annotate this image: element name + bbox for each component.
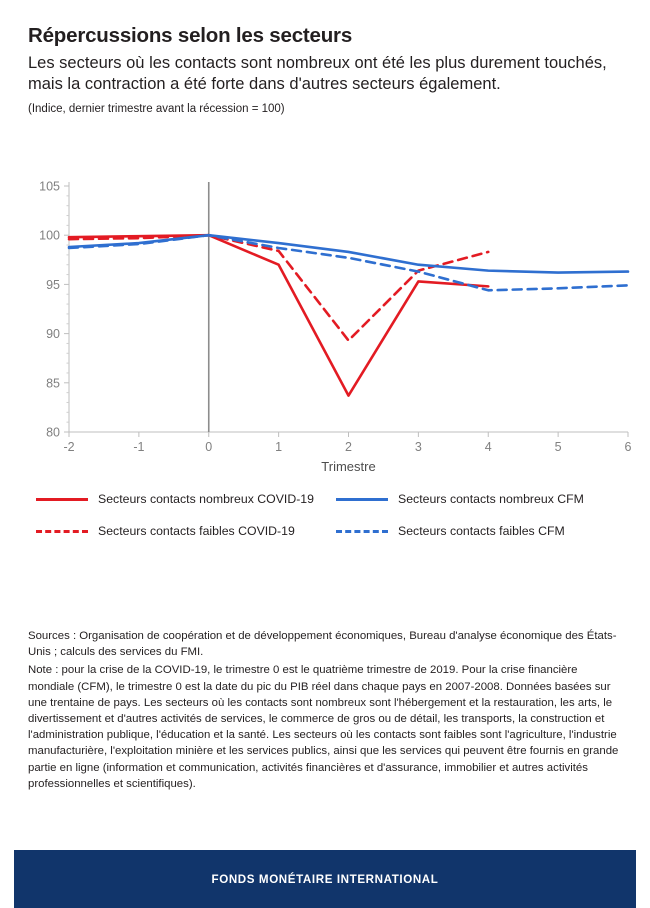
line-chart	[14, 168, 636, 478]
x-tick-label: 3	[414, 440, 422, 454]
x-tick-label: -2	[63, 440, 75, 454]
series-line-1	[69, 235, 488, 395]
y-tick-label: 90	[46, 327, 60, 342]
legend-swatch-line	[336, 493, 388, 505]
page-title: Répercussions selon les secteurs	[28, 24, 353, 47]
y-tick-label: 95	[46, 277, 60, 292]
legend-swatch-dashed-line	[36, 525, 88, 537]
legend-item-label: Secteurs contacts faibles COVID-19	[98, 524, 295, 538]
y-tick-label: 85	[46, 376, 60, 391]
legend-item	[36, 492, 336, 506]
legend-item	[36, 524, 336, 538]
x-tick-label: -1	[133, 440, 145, 454]
series-line-4	[69, 235, 628, 290]
x-tick-label: 6	[624, 440, 632, 454]
legend-item-label: Secteurs contacts faibles CFM	[398, 524, 565, 538]
note-text: Note : pour la crise de la COVID-19, le trimestre 0 est le quatrième trimestre de 2019. Pour la crise financière mondiale (CFM), le trimestre 0 est la date du pic du PIB réel dans chaque pays en 2007-2008. Données basées sur une trentaine de pays. Les secteurs où les contacts sont nombreux sont l'hébergement et la restauration, les arts, le divertissement et d'autres activités de services, le commerce de gros ou de détail, les transports, la construction et l'administration publique, l'éducation et la santé. Les secteurs où les contacts sont faibles sont l'agriculture, l'industrie manufacturière, l'exploitation minière et les services publics, ainsi que les services qui peuvent être fournis en grande partie en ligne (information et communication, activités financières et d'assurance, immobilier et autres activités professionnelles et scientifiques).	[28, 664, 619, 790]
legend-item	[336, 524, 636, 538]
series-line-3	[69, 235, 628, 272]
legend-row-1	[36, 492, 636, 506]
page-subtitle: Les secteurs où les contacts sont nombreux ont été les plus durement touchés, mais la contraction a été forte dans d'autres secteurs également.	[28, 53, 607, 94]
x-axis-title: Trimestre	[321, 459, 376, 474]
x-tick-label: 1	[275, 440, 283, 454]
legend-swatch-dashed-line	[336, 525, 388, 537]
legend-item-label: Secteurs contacts nombreux CFM	[398, 492, 584, 506]
chart-notes	[28, 628, 626, 794]
legend-item-label: Secteurs contacts nombreux COVID-19	[98, 492, 314, 506]
y-tick-label: 80	[46, 425, 60, 440]
legend-row-2	[36, 524, 636, 538]
chart-units-note: (Indice, dernier trimestre avant la récession = 100)	[28, 103, 285, 116]
chart-legend	[36, 492, 636, 572]
footer-bar	[14, 850, 636, 908]
x-tick-label: 2	[345, 440, 352, 454]
x-tick-label: 5	[554, 440, 562, 454]
series-line-2	[69, 235, 488, 340]
legend-item	[336, 492, 636, 506]
left-rail	[0, 0, 14, 908]
legend-swatch-line	[36, 493, 88, 505]
x-tick-label: 4	[484, 440, 492, 454]
header	[28, 24, 628, 117]
footer-label: FONDS MONÉTAIRE INTERNATIONAL	[211, 872, 439, 886]
y-tick-label: 105	[39, 179, 60, 194]
sources-text: Sources : Organisation de coopération et de développement économiques, Bureau d'analyse économique des États-Unis ; calculs des services du FMI.	[28, 630, 617, 659]
y-tick-label: 100	[39, 228, 60, 243]
x-tick-label: 0	[205, 440, 213, 454]
